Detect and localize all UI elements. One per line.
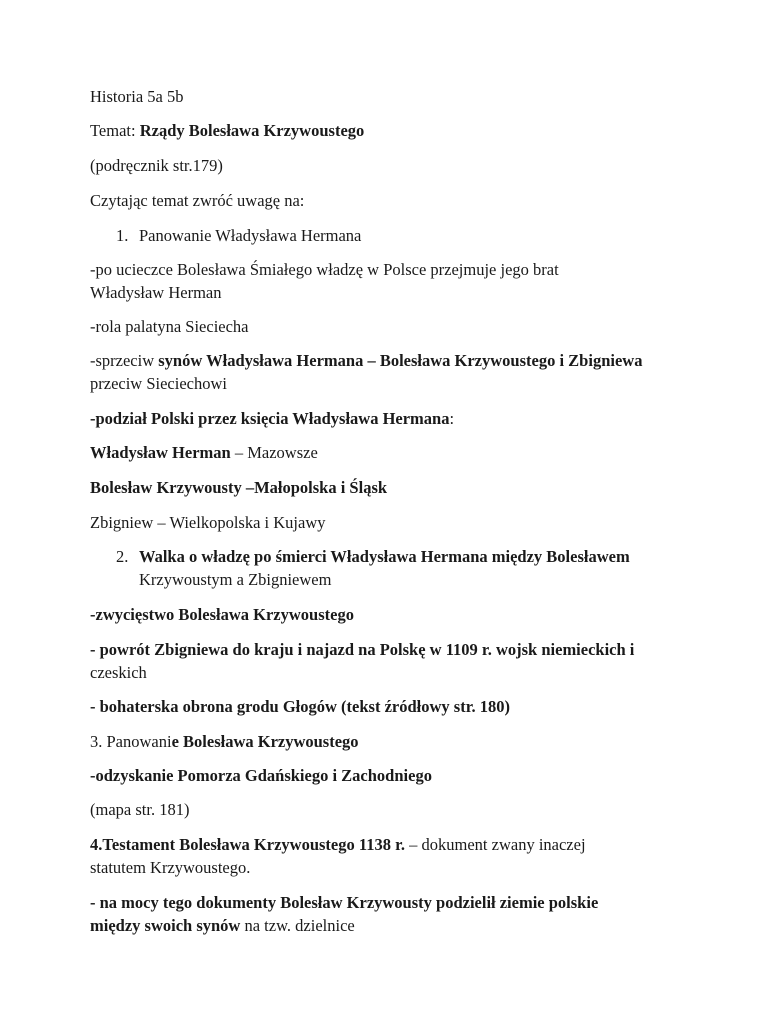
division-mazowsze-ruler: Władysław Herman bbox=[90, 443, 231, 462]
item-4-plain: – dokument zwany inaczej bbox=[405, 835, 586, 854]
paragraph-3-line-1 bbox=[90, 350, 690, 372]
document-header: Historia 5a 5b bbox=[90, 87, 184, 106]
item-1-number: 1. bbox=[116, 226, 129, 245]
item-3-bold: e Bolesława Krzywoustego bbox=[171, 732, 359, 751]
paragraph-2: -rola palatyna Sieciecha bbox=[90, 317, 249, 336]
paragraph-4 bbox=[90, 408, 690, 430]
division-malopolska bbox=[90, 477, 690, 499]
paragraph-9-line-2: czeskich bbox=[90, 663, 147, 682]
paragraph-8-bold: -zwycięstwo Bolesława Krzywoustego bbox=[90, 605, 354, 624]
item-2-title-line-1 bbox=[139, 546, 679, 568]
division-mazowsze-region: – Mazowsze bbox=[230, 443, 318, 462]
topic-prefix: Temat: bbox=[90, 121, 140, 140]
paragraph-3-bold: synów Władysława Hermana – Bolesława Krzywoustego i Zbigniewa bbox=[158, 351, 643, 370]
item-3-plain: 3. Panowani bbox=[90, 732, 172, 751]
topic-line bbox=[90, 120, 690, 142]
paragraph-13-line-2 bbox=[90, 915, 690, 937]
item-2-title-line-2: Krzywoustym a Zbigniewem bbox=[139, 570, 332, 589]
division-malopolska-ruler: Bolesław Krzywousty bbox=[90, 478, 242, 497]
item-3-title bbox=[90, 731, 690, 753]
textbook-reference: (podręcznik str.179) bbox=[90, 156, 223, 175]
paragraph-12: (mapa str. 181) bbox=[90, 800, 190, 819]
item-1-title: Panowanie Władysława Hermana bbox=[139, 226, 362, 245]
paragraph-4-bold: -podział Polski przez księcia Władysława Hermana bbox=[90, 409, 450, 428]
paragraph-3-line-2: przeciw Sieciechowi bbox=[90, 374, 227, 393]
paragraph-11-bold: -odzyskanie Pomorza Gdańskiego i Zachodniego bbox=[90, 766, 432, 785]
item-4-bold: 4.Testament Bolesława Krzywoustego 1138 r. bbox=[90, 835, 406, 854]
paragraph-13-bold: - na mocy tego dokumenty Bolesław Krzywousty podzielił ziemie polskie bbox=[90, 893, 599, 912]
paragraph-1-line-2: Władysław Herman bbox=[90, 283, 222, 302]
paragraph-11 bbox=[90, 765, 690, 787]
paragraph-10 bbox=[90, 696, 690, 718]
division-mazowsze bbox=[90, 442, 690, 464]
item-4-line-1 bbox=[90, 834, 690, 856]
paragraph-3-plain: -sprzeciw bbox=[90, 351, 159, 370]
paragraph-8 bbox=[90, 604, 690, 626]
division-wielkopolska: Zbigniew – Wielkopolska i Kujawy bbox=[90, 513, 326, 532]
item-2-title-bold: Walka o władzę po śmierci Władysława Hermana między Bolesławem bbox=[139, 547, 630, 566]
item-2-number: 2. bbox=[116, 547, 129, 566]
item-4-line-2: statutem Krzywoustego. bbox=[90, 858, 251, 877]
topic-title: Rządy Bolesława Krzywoustego bbox=[139, 121, 365, 140]
paragraph-9-line-1 bbox=[90, 639, 690, 661]
paragraph-1-line-1: -po ucieczce Bolesława Śmiałego władzę w Polsce przejmuje jego brat bbox=[90, 260, 559, 279]
reading-note: Czytając temat zwróć uwagę na: bbox=[90, 191, 305, 210]
paragraph-13-line-2-bold: między swoich synów bbox=[90, 916, 241, 935]
paragraph-9-bold: - powrót Zbigniewa do kraju i najazd na Polskę w 1109 r. wojsk niemieckich i bbox=[90, 640, 635, 659]
paragraph-4-colon: : bbox=[449, 409, 455, 428]
division-malopolska-region: –Małopolska i Śląsk bbox=[241, 478, 388, 497]
paragraph-13-line-2-plain: na tzw. dzielnice bbox=[240, 916, 355, 935]
paragraph-10-bold: - bohaterska obrona grodu Głogów (tekst źródłowy str. 180) bbox=[90, 697, 511, 716]
paragraph-13-line-1 bbox=[90, 892, 690, 914]
